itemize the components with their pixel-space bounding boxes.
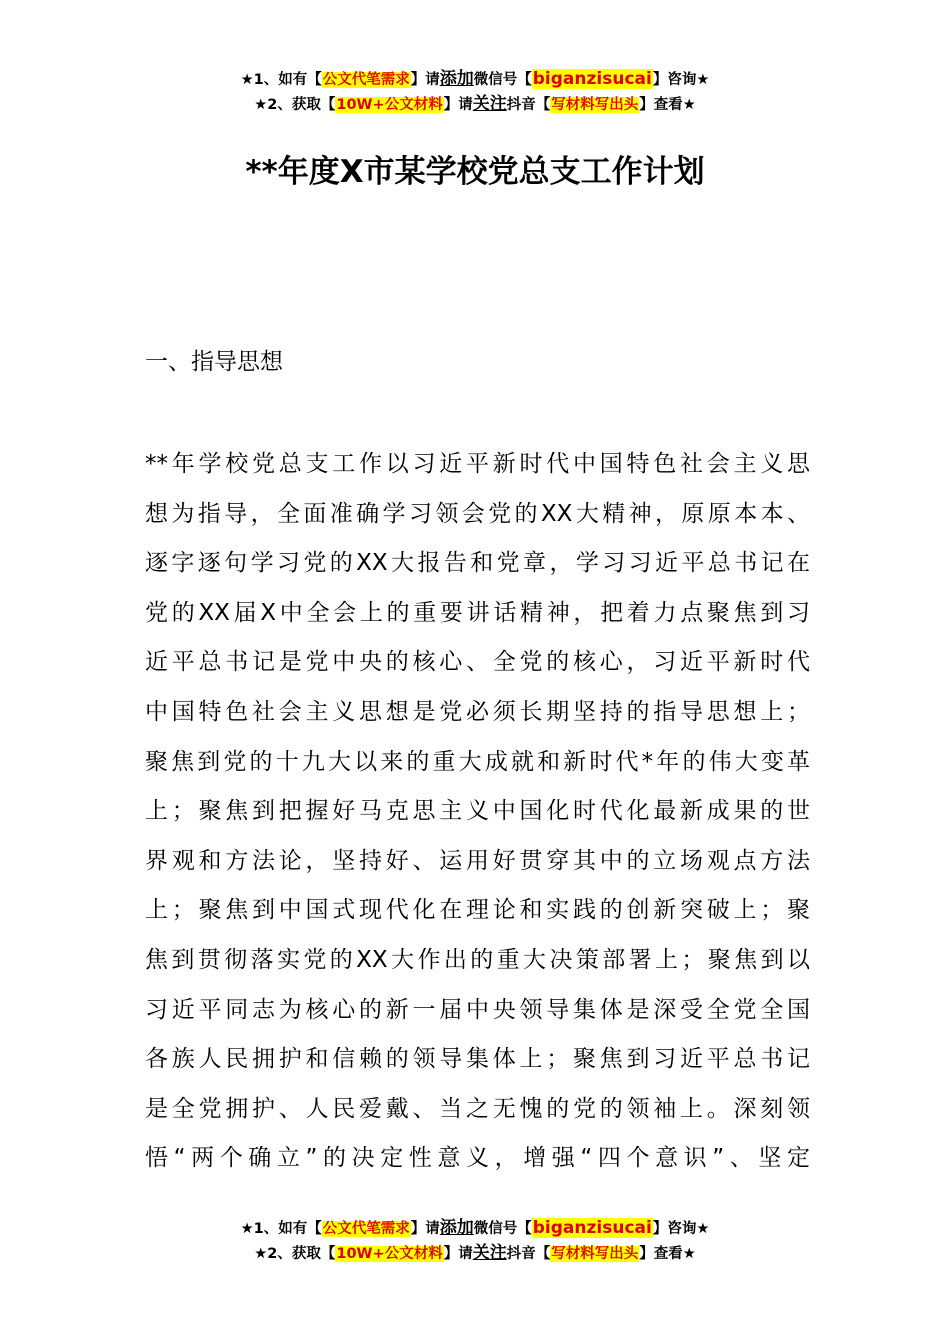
paragraph-line: 上；聚焦到把握好马克思主义中国化时代化最新成果的世 <box>145 798 810 825</box>
banner-text: 】请 <box>443 97 473 113</box>
body-paragraph <box>145 440 810 1184</box>
banner-highlight: 10W+公文材料 <box>336 1246 443 1262</box>
banner-line-2 <box>0 1241 950 1266</box>
banner-highlight: 公文代笔需求 <box>322 1221 410 1237</box>
banner-text: ★1、如有【 <box>240 1221 322 1237</box>
top-banner <box>0 67 950 117</box>
banner-highlight: 写材料写出头 <box>551 97 639 113</box>
banner-highlight: 10W+公文材料 <box>336 97 443 113</box>
banner-line-1 <box>0 1216 950 1241</box>
banner-emphasis: 关注 <box>472 1243 507 1263</box>
banner-text: 】请 <box>410 72 440 88</box>
banner-text: 抖音【 <box>506 1246 551 1262</box>
banner-line-2 <box>0 92 950 117</box>
paragraph-line: 习近平同志为核心的新一届中央领导集体是深受全党全国 <box>145 996 810 1023</box>
banner-wechat-id: biganzisucai <box>532 1218 652 1238</box>
banner-text: 微信号【 <box>473 1221 532 1237</box>
banner-emphasis: 添加 <box>439 1218 474 1238</box>
paragraph-line: 是全党拥护、人民爱戴、当之无愧的党的领袖上。深刻领 <box>145 1095 810 1122</box>
paragraph-line: 聚焦到党的十九大以来的重大成就和新时代*年的伟大变革 <box>145 748 810 775</box>
paragraph-line: 逐字逐句学习党的XX大报告和党章，学习习近平总书记在 <box>145 550 810 577</box>
banner-emphasis: 添加 <box>439 69 474 89</box>
banner-text: 】请 <box>443 1246 473 1262</box>
banner-wechat-id: biganzisucai <box>532 69 652 89</box>
paragraph-line: 悟“两个确立”的决定性意义，增强“四个意识”、坚定 <box>145 1145 810 1172</box>
paragraph-line: 界观和方法论，坚持好、运用好贯穿其中的立场观点方法 <box>145 847 810 874</box>
banner-text: 抖音【 <box>506 97 551 113</box>
banner-text: 】请 <box>410 1221 440 1237</box>
banner-text: 】咨询★ <box>652 72 710 88</box>
paragraph-line: 近平总书记是党中央的核心、全党的核心，习近平新时代 <box>145 649 810 676</box>
banner-emphasis: 关注 <box>472 94 507 114</box>
banner-highlight: 公文代笔需求 <box>322 72 410 88</box>
banner-text: 】查看★ <box>639 97 696 113</box>
banner-text: 微信号【 <box>473 72 532 88</box>
section-heading: 一、指导思想 <box>145 349 283 375</box>
paragraph-line: **年学校党总支工作以习近平新时代中国特色社会主义思 <box>145 451 810 477</box>
document-title: **年度X市某学校党总支工作计划 <box>245 154 705 190</box>
paragraph-line: 党的XX届X中全会上的重要讲话精神，把着力点聚焦到习 <box>145 599 810 626</box>
banner-text: ★1、如有【 <box>240 72 322 88</box>
bottom-banner <box>0 1216 950 1266</box>
banner-text: ★2、获取【 <box>254 97 336 113</box>
banner-highlight: 写材料写出头 <box>551 1246 639 1262</box>
paragraph-line: 中国特色社会主义思想是党必须长期坚持的指导思想上； <box>145 698 810 725</box>
banner-text: ★2、获取【 <box>254 1246 336 1262</box>
banner-line-1 <box>0 67 950 92</box>
banner-text: 】咨询★ <box>652 1221 710 1237</box>
paragraph-line: 想为指导，全面准确学习领会党的XX大精神，原原本本、 <box>145 500 810 527</box>
paragraph-line: 焦到贯彻落实党的XX大作出的重大决策部署上；聚焦到以 <box>145 946 810 973</box>
paragraph-line: 各族人民拥护和信赖的领导集体上；聚焦到习近平总书记 <box>145 1046 810 1073</box>
banner-text: 】查看★ <box>639 1246 696 1262</box>
paragraph-line: 上；聚焦到中国式现代化在理论和实践的创新突破上；聚 <box>145 897 810 924</box>
